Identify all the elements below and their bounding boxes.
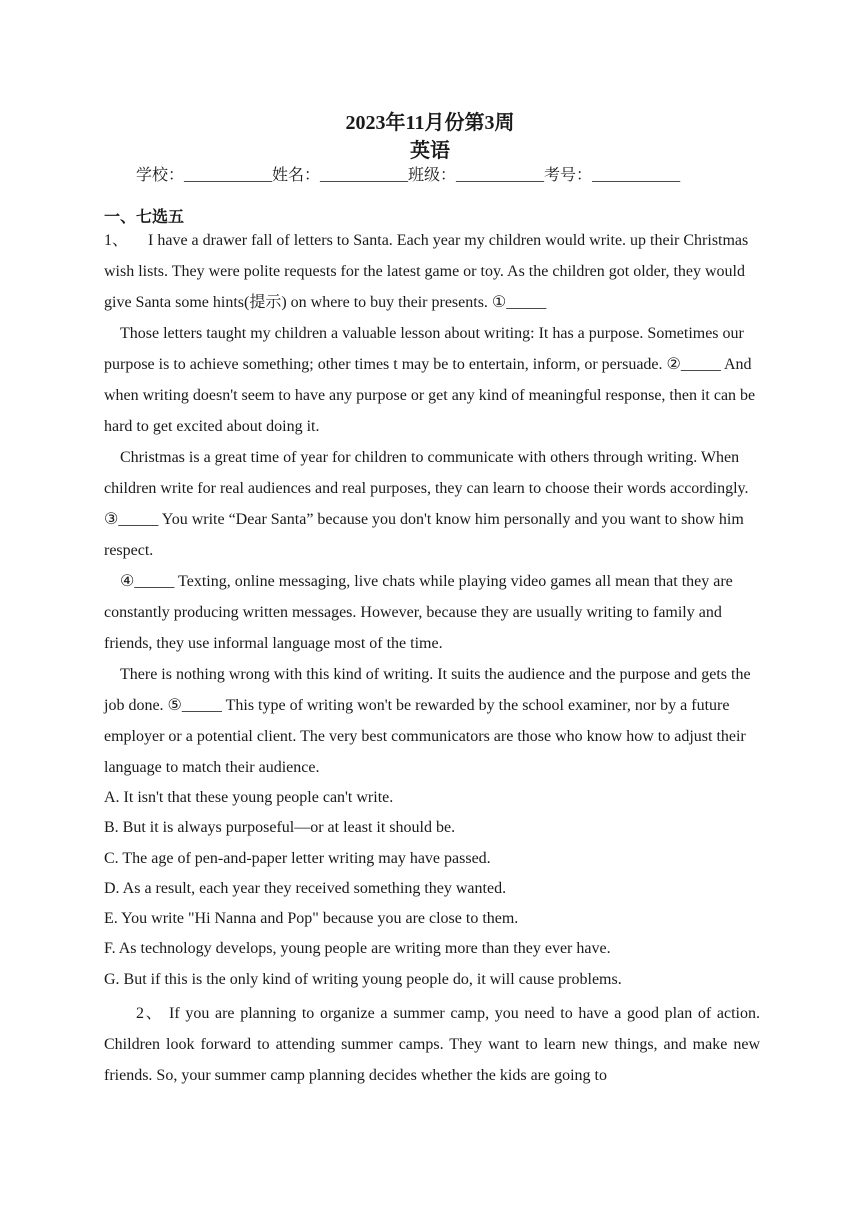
exam-number-label: 考号： xyxy=(544,167,593,184)
name-blank: ___________ xyxy=(320,167,409,184)
paragraph-text: If you are planning to organize a summer camp, you need to have a good plan of action. Children look forward to attending summer camps. They want to learn new things, and make new friends. So, your summer camp planning decides whether the kids are going to xyxy=(104,1005,760,1085)
section-heading: 一、七选五 xyxy=(104,207,185,226)
option-a: A. It isn't that these young people can't write. xyxy=(104,789,394,806)
option-b: B. But it is always purposeful—or at least it should be. xyxy=(104,819,456,837)
school-blank: ___________ xyxy=(184,167,273,184)
option-g: G. But if this is the only kind of writing young people do, it will cause problems. xyxy=(104,970,622,988)
question-1-paragraph xyxy=(104,225,760,318)
question-1-paragraph: Those letters taught my children a valuable lesson about writing: It has a purpose. Sometimes our purpose is to achieve something; other times t may be to entertain, inform, or persuade. ②_____ And when writing doesn't seem to have any purpose or get any kind of meaningful response, then it can be hard to get excited about doing it. xyxy=(104,325,756,435)
question-content xyxy=(104,225,760,1091)
name-label: 姓名： xyxy=(272,167,321,184)
option-f: F. As technology develops, young people are writing more than they ever have. xyxy=(104,940,611,958)
question-1-paragraph: Christmas is a great time of year for children to communicate with others through writing. When children write for real audiences and real purposes, they can learn to choose their words accordingly. ③_____ You write “Dear Santa” because you don't know him personally and you want to show him respect. xyxy=(104,449,749,559)
question-1-number: 1、 xyxy=(104,232,129,249)
question-1-paragraph: ④_____ Texting, online messaging, live chats while playing video games all mean that they are constantly producing written messages. However, because they are usually writing to family and friends, they use informal language most of the time. xyxy=(104,573,733,652)
option-d: D. As a result, each year they received something they wanted. xyxy=(104,879,507,897)
question-2-number: 2、 xyxy=(136,1005,164,1023)
subject-title: 英语 xyxy=(410,140,450,162)
document-title: 2023年11月份第3周 xyxy=(345,112,515,134)
paragraph-text: I have a drawer fall of letters to Santa. Each year my children would write. up their Christmas wish lists. They were polite requests for the latest game or toy. As the children got older, they would give Santa some hints(提示) on where to buy their presents. ①_____ xyxy=(104,232,749,311)
question-1-paragraph: There is nothing wrong with this kind of writing. It suits the audience and the purpose and gets the job done. ⑤_____ This type of writing won't be rewarded by the school examiner, nor by a future employer or a potential client. The very best communicators are those who know how to adjust their language to match their audience. xyxy=(104,666,751,776)
option-c: C. The age of pen-and-paper letter writing may have passed. xyxy=(104,849,491,867)
student-info-line xyxy=(136,162,680,185)
question-2-paragraph xyxy=(104,998,760,1091)
school-label: 学校： xyxy=(136,167,185,184)
option-e: E. You write "Hi Nanna and Pop" because you are close to them. xyxy=(104,910,519,928)
exam-number-blank: ___________ xyxy=(592,167,681,184)
class-blank: ___________ xyxy=(456,167,545,184)
class-label: 班级： xyxy=(408,167,457,184)
